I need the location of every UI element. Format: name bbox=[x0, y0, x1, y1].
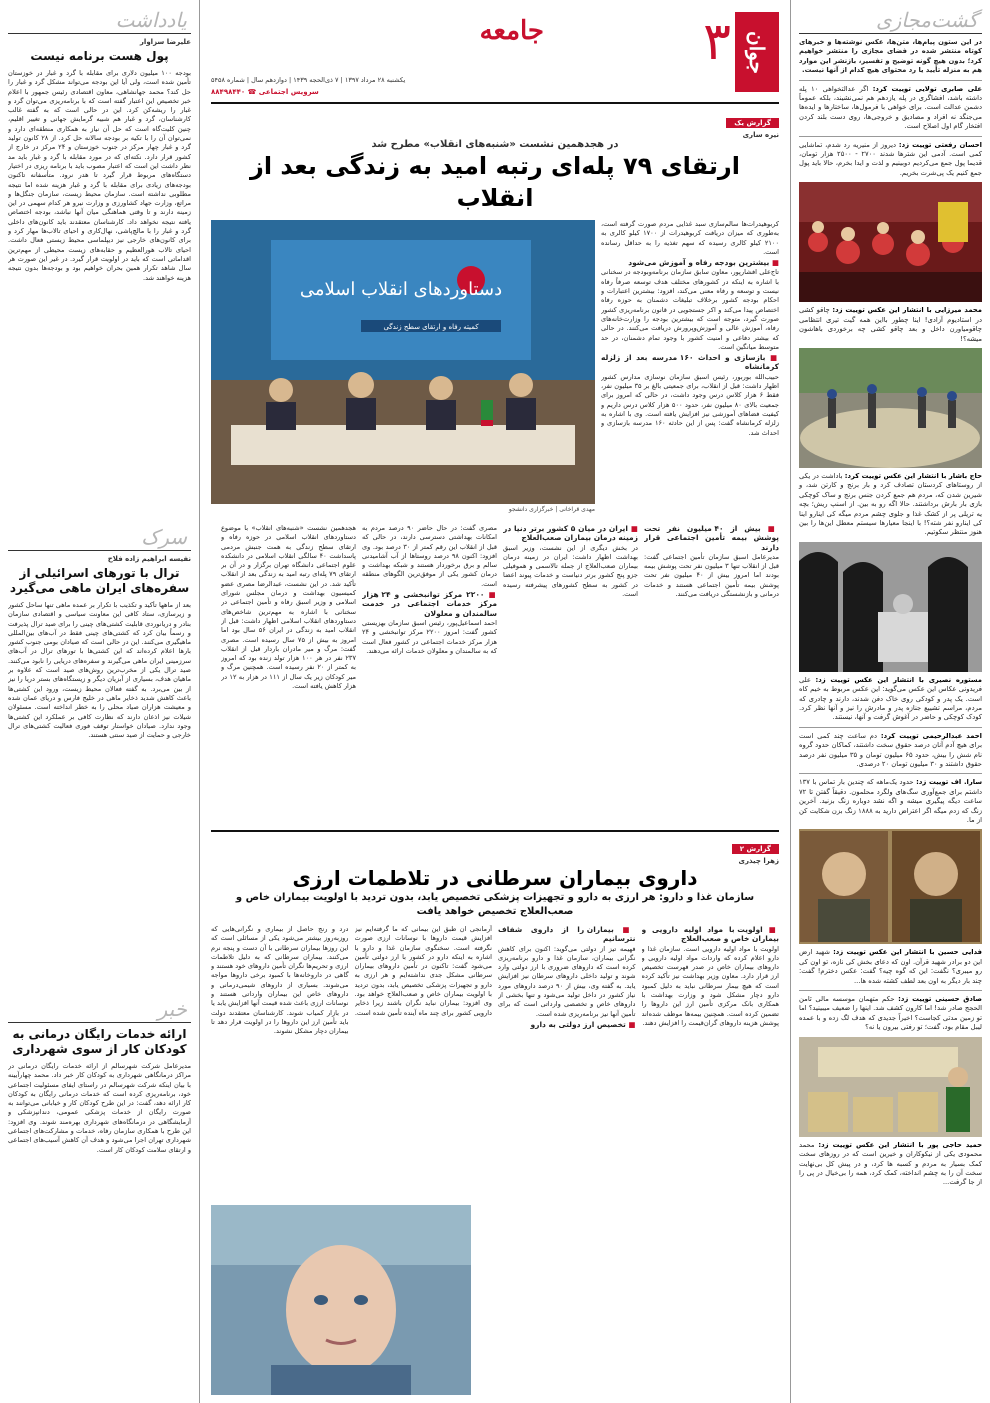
post-author: فدایی حسین با انتشار این عکس توییت زد: bbox=[833, 948, 982, 957]
body-text: تاج‌علی افشارپور، معاون سابق سازمان برنامه‌وبودجه در سخنانی با اشاره به اینکه در کشورهای مختلف هدف توسعه صرفاً رفاه نیست و توسعه و رفاه معنی می‌کند، افزود: بیشترین اعتبارات و احکام بودجه کشور برخلاف تبلیغات دشمنان به حوزه رفاه اختصاص پیدا می‌کند و اکر جستجویی در قانون برنامه‌ریزی کشور صورت گیرد، متوجه است که بیشترین بودجه را وزارت‌خانه‌های رفاه، آموزش عالی و آموزش‌وپرورش دریافت می‌کنند. در حالی که بیشتر دفاعی و امنیت کشور با وجود تمام دشمنان، در حد متوسط میانگین است. bbox=[601, 268, 779, 351]
post-text: دیروز از منیریه رد شدم، تماشایی کمی است. آدمی این شترها شدند ۲۷۰۰ - ۲۵۰۰ هزار تومان، قدیما پول جمع می‌کردیم دوبینیم و لذت و ایدا بخرم، حالا باید پول جمع کنیم یک پی‌شرت بخریم. bbox=[799, 140, 982, 177]
story-column: ■ ایران در میان ۵ کشور برتر دنیا در زمینه درمان بیماران صعب‌العلاج در بخش دیگری از این نشست، وزیر اسبق بهداشت اظهار داشت: ایران در زمینه درمان بیماران صعب‌العلاج از جمله تالاسمی و هموفیلی جزو پنج کشور برتر دنیاست و خدمات پیوند اعضا در کشور به سطح کشورهای پیشرفته رسیده است. bbox=[503, 524, 638, 599]
service-line: سرویس اجتماعی ☎ ۸۸۴۹۸۴۴۰ bbox=[211, 88, 319, 96]
funeral-photo bbox=[799, 542, 982, 672]
post-text: حدود یک‌ماهه که چندین بار تماس با ۱۳۷ داشتم برای جمع‌آوری سگ‌های ولگرد محلمون. دقیقاً گفتن تا ۷۲ ساعت دیگه پیگیری میشه و اگه نشد دوباره زنگ بزنید. آخرین زنگ که زدم میگه اگر اعتراض دارید به ۱۸۸۸ زنگ بزن شکایت کن از ما. bbox=[799, 778, 982, 825]
article-author: علیرضا سزاوار bbox=[139, 38, 191, 46]
post-item bbox=[799, 732, 982, 770]
post-item bbox=[799, 85, 982, 132]
section-header bbox=[8, 997, 191, 1023]
headline: ارتقای ۷۹ پله‌ای رتبه امید به زندگی بعد از انقلاب bbox=[250, 152, 740, 212]
charity-photo bbox=[799, 1037, 982, 1137]
story-column: کربوهیدرات‌ها سالم‌سازی سبد غذایی مردم صورت گرفته است، به‌طوری که میزان دریافت کربوهیدرات از ۱۷۰۰ کیلو کالری به ۲۱۰۰ کیلو کالری رسیده که سهم تغذیه را به حداقل رسانده است. ■ بیشترین بودجه رفاه و آموزش می‌شود تاج‌علی افشارپور، معاون سابق سازمان برنامه‌وبودجه در سخنانی با اشاره به اینکه در کشورهای مختلف هدف توسعه صرفاً رفاه نیست و توسعه و رفاه معنی می‌کند، افزود: بیشترین اعتبارات و احکام بودجه کشور برخلاف تبلیغات دشمنان به حوزه رفاه اختصاص پیدا می‌کند و اکر جستجویی در قانون برنامه‌ریزی کشور صورت گیرد، متوجه است که بیشترین بودجه را وزارت‌خانه‌های رفاه، آموزش عالی و آموزش‌وپرورش دریافت می‌کنند. در حالی که بیشتر دفاعی و امنیت کشور با وجود تمام دشمنان، در حد متوسط میانگین است. ■ بازسازی و احداث ۱۶۰ مدرسه بعد از زلزله کرمانشاه حبیب‌الله بوربور، رئیس اسبق سازمان نوسازی مدارس کشور اظهار داشت: قبل از انقلاب، برای جمعیتی بالغ بر ۳۵ میلیون نفر، فقط ۶ هزار کلاس درس وجود داشت، در حالی که امروز برای جمعیت بالای ۸۰ میلیون نفر، حدود ۵۰۰ هزار کلاس درس داریم و کیفیت فضاهای آموزشی نیز افزایش یافته است. وی با اشاره به زلزله کرمانشاه گفت: پس از این حادثه ۱۶۰ مدرسه بازسازی و احداث شد. bbox=[601, 220, 779, 437]
article-body: بعد از ماهها تأکید و تکذیب با تکرار بر عمده ماهی تنها ساحل کشور و زیرسازی، ستاد کافی این معاونت سیاسی و اقتصادی سازمان بنادر و دریانوردی قابلیت کشتی‌های چینی را برای صید ترال پذیرفت و رسماً بیان کرد که کشتی‌های چینی فقط در آب‌های بین‌المللی ماهیگیری می‌کنند. این در حالی است که صیادان بومی جنوب کشور بارها اعلام کرده‌اند که این کشتی‌ها با تورهای ترال در آب‌های سرزمینی ایران ماهی می‌گیرند و سفره‌های دریایی را نابود می‌کنند. صید ترال یکی از مخرب‌ترین روش‌های صید است که علاوه بر ماهیان هدف، بسیاری از آبزیان دیگر و زیستگاه‌های بستر دریا را نیز از بین می‌برد. به گفته فعالان محیط زیست، ورود این کشتی‌ها باعث کاهش شدید ذخایر ماهی در خلیج فارس و دریای عمان شده و معیشت هزاران صیاد محلی را به خطر انداخته است. مسئولان شیلات نیز اذعان دارند که نظارت کافی بر عملکرد این کشتی‌ها وجود ندارد. صیادان خواستار توقف فوری فعالیت کشتی‌های ترال خارجی و حمایت از صید سنتی هستند. bbox=[8, 601, 191, 740]
newspaper-logo: جوان bbox=[735, 12, 779, 92]
story-column: ■ بیش از ۴۰ میلیون نفر تحت پوشش بیمه تأمین اجتماعی قرار دارند مدیرعامل اسبق سازمان تأمین اجتماعی گفت: قبل از انقلاب تنها ۳ میلیون نفر تحت پوشش بیمه بودند اما امروز بیش از ۴۰ میلیون نفر تحت پوشش بیمه تأمین اجتماعی هستند و خدمات درمانی و بازنشستگی دریافت می‌کنند. bbox=[644, 524, 779, 599]
body-text: اولویت با مواد اولیه دارویی است. سازمان غذا و دارو اعلام کرده که واردات مواد اولیه دارویی و داروهای بیماران خاص در صدر فهرست تخصیص ارز قرار دارد. معاون وزیر بهداشت نیز تأکید کرده است که هیچ بیمار سرطانی نباید به دلیل کمبود دارو دچار مشکل شود و وزارت بهداشت با همکاری بانک مرکزی تأمین ارز این داروها را تضمین کرده است. همچنین بیمه‌ها موظف شده‌اند پوشش هزینه داروهای گران‌قیمت را افزایش دهند. bbox=[641, 944, 779, 1027]
section-header bbox=[8, 8, 191, 34]
post-author: سارا. اف توییت زد: bbox=[916, 778, 983, 787]
rice-spill-photo bbox=[799, 348, 982, 468]
body-text: آرمانجی ان طبق این بیمانی که ما گرفته‌ایم نیز افزایش قیمت داروها با نوسانات ارزی صورت نگرفته است. سخنگوی سازمان غذا و دارو با اشاره به اینکه دارو در کشور با ارز دولتی تأمین می‌شود گفت: تاکنون در تأمین داروهای بیماران سرطانی مشکل جدی نداشته‌ایم و هر ارزی به دارو و تجهیزات پزشکی تخصیص یابد، بدون تردید با اولویت بیماران خاص و صعب‌العلاج خواهد بود. وی افزود: بیماران نباید نگران باشند زیرا ذخایر دارویی کشور برای چند ماه آینده تأمین شده است. bbox=[354, 925, 492, 1017]
post-item bbox=[799, 141, 982, 179]
post-item bbox=[799, 778, 982, 825]
section-title: جامعه bbox=[479, 16, 544, 46]
body-text: حبیب‌الله بوربور، رئیس اسبق سازمان نوسازی مدارس کشور اظهار داشت: قبل از انقلاب، برای جمعیتی بالغ بر ۳۵ میلیون نفر، فقط ۶ هزار کلاس درس وجود داشت، در حالی که امروز برای جمعیت بالای ۸۰ میلیون نفر، حدود ۵۰۰ هزار کلاس درس داریم و کیفیت فضاهای آموزشی نیز افزایش یافته است. وی با اشاره به زلزله کرمانشاه گفت: پس از این حادثه ۱۶۰ مدرسه بازسازی و احداث شد. bbox=[601, 372, 779, 437]
subhead: ۲۲۰۰ مرکز توانبخشی و ۲۴ هزار مرکز خدمات اجتماعی در خدمت سالمندان و معلولان bbox=[362, 590, 497, 618]
conference-photo bbox=[211, 220, 595, 504]
report-tag: گزارش یک bbox=[726, 118, 779, 128]
reporter: نیره ساری bbox=[742, 131, 779, 139]
article-title: ارائه خدمات رایگان درمانی به کودکان کار از سوی شهرداری bbox=[12, 1027, 187, 1056]
section-header bbox=[8, 525, 191, 551]
body-text: مدیرعامل اسبق سازمان تأمین اجتماعی گفت: قبل از انقلاب تنها ۳ میلیون نفر تحت پوشش بیمه بودند اما امروز بیش از ۴۰ میلیون نفر تحت پوشش بیمه تأمین اجتماعی هستند و خدمات درمانی و بازنشستگی دریافت می‌کنند. bbox=[644, 552, 779, 599]
section-name: یادداشت bbox=[115, 8, 187, 32]
subhead: ایران در میان ۵ کشور برتر دنیا در زمینه درمان بیماران صعب‌العلاج bbox=[503, 524, 638, 543]
subhead: بیشترین بودجه رفاه و آموزش می‌شود bbox=[628, 258, 770, 268]
section-header bbox=[799, 8, 982, 34]
notes-column bbox=[0, 0, 200, 1403]
article-author: نفیسه ابراهیم زاده فلاح bbox=[107, 555, 191, 563]
post-text: چاقو کشی در استادیوم آزادی! اینا چطور بااین همه گیت تیری انتظامی چاقومیاورن داخل و بعد چاقو کشی چه برخوردی باهاشون میشه؟! bbox=[799, 306, 982, 343]
story-column bbox=[221, 524, 356, 824]
post-text: اگر عدالتخواهی ۱۰ پله داشته باشد، افشاگری در پله یازدهم هم نمی‌نشیند، بلکه عموماً دشمن عدالت است. برای خواهی با فرمول‌ها، ساختارها و ایده‌ها می‌جنگد نه افراد و مصادیق و خروجی‌ها، روی دست بلند کردن افتخار گام اول اصلاح است. bbox=[799, 84, 982, 131]
post-text: محمد محمودی یکی از نیکوکاران و خیرین است که در روزهای سخت کمک بسیار به مردم و کسبه ها کرد، و در پیش کل بی‌نهایت سخت آن را به چشم انداخته، کمک کرد، همه را بی‌خیال در پی را از جا گرفت... bbox=[799, 1140, 982, 1187]
body-text: درد و رنج حاصل از بیماری و نگرانی‌هایی که روزبه‌روز بیشتر می‌شود یکی از مسائلی است که این روزها بیماران سرطانی با آن دست و پنجه نرم می‌کنند. بیماران سرطانی که به دلیل تلاطمات ارزی و تحریم‌ها نگران تأمین داروهای خود هستند و گاهی در داروخانه‌ها با کمبود برخی داروها مواجه می‌شوند. بسیاری از داروهای شیمی‌درمانی و داروهای خاص این بیماران وارداتی هستند و نوسانات ارزی باعث شده قیمت آنها افزایش یابد یا در بازار کمیاب شوند. کارشناسان معتقدند دولت باید تأمین ارز این داروها را در اولویت قرار دهد تا بیماران دچار مشکل نشوند. bbox=[211, 925, 349, 1036]
body-text: در بخش دیگری از این نشست، وزیر اسبق بهداشت اظهار داشت: ایران در زمینه درمان بیماران صعب‌العلاج از جمله تالاسمی و هموفیلی جزو پنج کشور برتر دنیاست و خدمات پیوند اعضا در کشور به سطح کشورهای پیشرفته رسیده است. bbox=[503, 543, 638, 599]
post-author: حاج باشار با انتشار این عکس توییت کرد: bbox=[844, 471, 982, 480]
article-body: بودجه ۱۰۰ میلیون دلاری برای مقابله با گرد و غبار در خوزستان تأمین شده است، ولی آیا این بودجه می‌تواند مشکل گرد و غبار را حل کند؟ محمد جهانشاهی، معاون اقتصادی رئیس جمهور با اعلام خبر تخصیص این اعتبار گفته است که با برنامه‌ریزی می‌توان گرد و غبار را ریشه‌کن کرد. این در حالی است که به گفته غالب کارشناسان، گرد و غبار هم شبیه گرمایش جهانی و تغییر اقلیم، چنین کلیت‌گاه است که حل آن نیاز به همکاری منطقه‌ای دارد و نمی‌توان آن را با تکیه بر بودجه سالانه حل کرد. از ۲۸ کانون تولید گرد و غبار چهار مرکز در جنوب خوزستان و ۲۴ مرکز در خارج از کشور قرار دارد. نکته‌ای که در مورد مقابله با گرد و غبار باید مد نظر داشت این است که اعتبار مصوب باید با برنامه ریزی در اختیار دستگاه‌های مربوط قرار گیرد تا هدر نرود. متأسفانه تاکنون بودجه‌های زیادی برای مقابله با گرد و غبار هزینه شده اما نتیجه مطلوبی نداشته است. سازمان محیط زیست، سازمان جنگل‌ها و مراتع، وزارت جهاد کشاورزی و وزارت نیرو هر کدام سهمی در این زمینه دارند و تا وقتی هماهنگی میان آنها نباشد، بودجه اختصاص یافته نتیجه نخواهد داد. کارشناسان معتقدند باید کانون‌های داخلی گرد و غبار را با مالچ‌پاشی، نهال‌کاری و احیای تالاب‌ها مهار کرد و برای کانون‌های خارجی نیز دیپلماسی محیط زیستی فعال داشت. احیای تالاب هورالعظیم و حقابه‌های زیست محیطی از مهم‌ترین اقداماتی است که باید در اولویت قرار گیرد. در غیر این صورت هر سال شاهد تکرار همین بحران خواهیم بود و بودجه‌ها بدون نتیجه هزینه خواهند شد. bbox=[8, 69, 191, 282]
masthead bbox=[211, 8, 779, 104]
story-column: مصری گفت: در حال حاضر ۹۰ درصد مردم به امکانات بهداشتی دسترسی دارند، در حالی که قبل از انقلاب این رقم کمتر از ۳۰ درصد بود. وی افزود: اکنون ۹۸ درصد روستاها از آب آشامیدنی سالم و برق برخوردار هستند و شبکه بهداشت و درمان کشور یکی از موفق‌ترین الگوهای منطقه است. ■ ۲۲۰۰ مرکز توانبخشی و ۲۴ هزار مرکز خدمات اجتماعی در خدمت سالمندان و معلولان احمد اسماعیل‌پور، رئیس اسبق سازمان بهزیستی کشور گفت: امروز ۲۲۰۰ مرکز توانبخشی و ۲۴ هزار مرکز خدمات اجتماعی در کشور فعال است که به سالمندان و معلولان خدمات ارائه می‌دهند. bbox=[362, 524, 497, 655]
post-author: احمد عبدالرحیمی توییت کرد: bbox=[880, 731, 982, 740]
subhead: تخصیص ارز دولتی به دارو bbox=[530, 1019, 626, 1029]
post-item bbox=[799, 676, 982, 723]
article-body: مدیرعامل شرکت شهرسالم از ارائه خدمات رایگان درمانی در مراکز درمانگاهی شهرداری به کودکان کار خبر داد. محمد چهارآیینه با بیان اینکه شرکت شهرسالم در راستای ایفای مسئولیت اجتماعی خود، برنامه‌ریزی کرده است که خدمات درمانی رایگان به کودکان کار ارائه دهد، گفت: در این طرح کودکان کار و خیابانی می‌توانند به صورت رایگان از خدمات پزشکی عمومی، دندانپزشکی و آزمایشگاهی در درمانگاه‌های شهرداری بهره‌مند شوند. وی افزود: این طرح با همکاری سازمان رفاه، خدمات و مشارکت‌های اجتماعی شهرداری تهران اجرا می‌شود و هدف آن کاهش آسیب‌های اجتماعی و ارتقای سلامت کودکان کار است. bbox=[8, 1062, 191, 1154]
post-author: محمد میرزایی با انتشار این عکس توییت زد: bbox=[832, 306, 982, 315]
subhead: بازسازی و احداث ۱۶۰ مدرسه بعد از زلزله کرمانشاه bbox=[601, 353, 779, 372]
page-number: ۳ bbox=[703, 12, 731, 72]
post-author: حمید حاجی پور با انتشار این عکس توییت زد: bbox=[818, 1140, 982, 1149]
martyrs-photo bbox=[799, 829, 982, 944]
subhead: بیماران را از داروی شفاف نترسانیم bbox=[498, 925, 636, 944]
reporter: زهرا چیذری bbox=[738, 857, 779, 865]
body-text: هجدهمین نشست «شنبه‌های انقلاب» با موضوع دستاوردهای انقلاب اسلامی در حوزه رفاه و ارتقای سطح زندگی به همت جنبش مردمی پاسداشت ۴۰ سالگی انقلاب اسلامی در دانشکده علوم اجتماعی دانشگاه تهران برگزار و در آن بر ارتقای ۷۹ پله‌ای رتبه امید به زندگی بعد از انقلاب تأکید شد. در این نشست، عبدالرضا مصری عضو کمیسیون بهداشت و درمان مجلس شورای اسلامی و وزیر اسبق رفاه و تأمین اجتماعی در سخنانی با اشاره به مهم‌ترین شاخص‌های دستاوردهای انقلاب اسلامی اظهار داشت: قبل از انقلاب امید به زندگی در ایران ۵۶ سال بود اما امروز به بیش از ۷۵ سال رسیده است. مصری گفت: مرگ و میر مادران باردار قبل از انقلاب ۲۳۷ نفر در هر ۱۰۰ هزار تولد زنده بود که امروز به کمتر از ۲۰ نفر رسیده است. همچنین مرگ و میر کودکان زیر یک سال از ۱۱۱ در هزار به ۱۲ در هزار کاهش یافته است. bbox=[221, 524, 356, 691]
post-text: دم ساعت چند کمی است برای هیچ آدم آنان درصد حقوق سخت داشتند، کماکان حدود گروه نام شش را بیش، حدود ۶۵ میلیون تومان و ۳۵ میلیون نفر درصد حقوق داشتند و ۳۰ میلیون تومان ۲۰ درصدی. bbox=[799, 731, 982, 768]
kicker: در هجدهمین نشست «شنبه‌های انقلاب» مطرح شد bbox=[371, 139, 619, 150]
post-author: علی صابری تولایی توییت کرد: bbox=[872, 84, 982, 93]
post-item bbox=[799, 995, 982, 1033]
subhead: اولویت با مواد اولیه دارویی و بیماران خاص و صعب‌العلاج bbox=[641, 925, 779, 944]
date-line: یکشنبه ۲۸ مرداد ۱۳۹۷ | ۷ ذی‌الحجه ۱۴۳۹ | دوازدهم سال | شماره ۵۴۵۸ bbox=[211, 76, 406, 84]
post-text: حکم متهمان موسسه مالی ثامن الحجج صادر شد! اما کارون کشف شد. اینها را ضعیف میبینید؟ اما تو زمین مدتی کجاست؟ اخیراً جدیدی که هدف لگ زده و با عمده لیبل مقام بود، گفت؛ تو رفتی بیرون یا نه؟ bbox=[799, 995, 982, 1032]
section-name: سرک bbox=[141, 525, 187, 549]
post-text: باداشت در یکی از روستاهای کردستان تصادف کرد و بار برنج و کارتن شد، و شیرین شدن که، مردم هم جمع کردن جنس برنج و ساک کوچکی بازی بار بارش برداشتند. حالا اگه رو به بین. از اسنپ ریش؛ بچه یه تریلی پر از کشک غذا و جلوی چشم مردم میگه کی اینارو اینا کی اینارو نفر شته؟! با اینجا معیارها سیستم معطل این‌ها را بین هنوز منتظر سکوتیم. bbox=[799, 471, 982, 537]
main-section bbox=[203, 0, 787, 1403]
photo-caption: مهدی قراخانی | خبرگزاری دانشجو bbox=[508, 506, 595, 513]
story-two bbox=[211, 830, 779, 1325]
post-author: مستوره نصیری با انتشار این عکس توییت زد: bbox=[815, 675, 982, 684]
post-item bbox=[799, 948, 982, 986]
section-name: گشت‌مجازی bbox=[875, 8, 978, 32]
banner-subtext: کمیته رفاه و ارتقای سطح زندگی bbox=[383, 323, 479, 331]
story-one bbox=[211, 110, 779, 824]
photo-block bbox=[211, 220, 595, 520]
subheadline: سازمان غذا و دارو: هر ارزی به دارو و تجهیزات پزشکی تخصیص یابد، بدون تردید با اولویت بیماران خاص و صعب‌العلاج تخصیص خواهد یافت bbox=[235, 892, 755, 917]
lead-text: کربوهیدرات‌ها سالم‌سازی سبد غذایی مردم صورت گرفته است، به‌طوری که میزان دریافت کربوهیدرات از ۱۷۰۰ کیلو کالری به ۲۱۰۰ کیلو کالری رسیده که سهم تغذیه را به حداقل رسانده است. bbox=[601, 220, 779, 256]
story-column: ■ بیماران را از داروی شفاف نترسانیم فهیمه تیز از دولتی می‌گوید: اکنون برای کاهش نگرانی بیماران، سازمان غذا و دارو برنامه‌ریزی کرده است که داروهای ضروری با ارز دولتی وارد شوند و تولید داخلی داروهای سرطان نیز افزایش یابد. به گفته وی، بیش از ۹۰ درصد داروهای مورد نیاز کشور در داخل تولید می‌شود و تنها بخشی از داروهای خاص و تخصصی وارداتی است که برای تأمین آنها نیز برنامه‌ریزی شده است. ■ تخصیص ارز دولتی به دارو bbox=[498, 925, 636, 1029]
post-item bbox=[799, 1141, 982, 1188]
body-text: فهیمه تیز از دولتی می‌گوید: اکنون برای کاهش نگرانی بیماران، سازمان غذا و دارو برنامه‌ریزی کرده است که داروهای ضروری با ارز دولتی وارد شوند و تولید داخلی داروهای سرطان نیز افزایش یابد. به گفته وی، بیش از ۹۰ درصد داروهای مورد نیاز کشور در داخل تولید می‌شود و تنها بخشی از داروهای خاص و تخصصی وارداتی است که برای تأمین آنها نیز برنامه‌ریزی شده است. bbox=[498, 944, 636, 1018]
post-author: صادق حسینی توییت زد: bbox=[898, 995, 982, 1004]
article-title: پول هست برنامه نیست bbox=[30, 49, 169, 63]
post-text: شهید ارض این دو برادر شهید قرآن. اون که دعای بخش کی نازه، تو اون کی رو میبری؟ نگفت: این که گوه چیه؟ گفت: عکس دخترم! گفت: چند بار دیگر به اون بعد لطف کشته شده ها... bbox=[799, 948, 982, 985]
column-intro: در این ستون پیام‌ها، متن‌ها، عکس نوشته‌ها و خبرهای کوتاه منتشر شده در فضای مجازی را منتشر خواهیم کرد؛ بدون هیچ گونه توضیح و تفسیر، بازنشر این موارد هم به منزله تأیید یا رد محتوای هیچ کدام از آنها نیست. bbox=[799, 38, 982, 75]
body-text: احمد اسماعیل‌پور، رئیس اسبق سازمان بهزیستی کشور گفت: امروز ۲۲۰۰ مرکز توانبخشی و ۲۴ هزار مرکز خدمات اجتماعی در کشور فعال است که به سالمندان و معلولان خدمات ارائه می‌دهند. bbox=[362, 618, 497, 655]
body-text: مصری گفت: در حال حاضر ۹۰ درصد مردم به امکانات بهداشتی دسترسی دارند، در حالی که قبل از انقلاب این رقم کمتر از ۳۰ درصد بود. وی افزود: اکنون ۹۸ درصد روستاها از آب آشامیدنی سالم و برق برخوردار هستند و شبکه بهداشت و درمان کشور یکی از موفق‌ترین الگوهای منطقه است. bbox=[362, 524, 497, 588]
post-item bbox=[799, 306, 982, 344]
stadium-photo bbox=[799, 182, 982, 302]
article-title: ترال با تورهای اسرائیلی از سفره‌های ایران ماهی می‌گیرد bbox=[9, 566, 190, 595]
report-tag: گزارش ۲ bbox=[732, 844, 779, 854]
post-author: احسان رفعتی توییت زد: bbox=[898, 140, 982, 149]
virtual-tour-column bbox=[790, 0, 990, 1403]
section-name: خبر bbox=[157, 997, 187, 1021]
child-patient-photo bbox=[211, 1205, 471, 1395]
post-text: علی فریدونی عکاس این عکس می‌گوید: این عکس مربوط به خیم کاه است. یک پدر و کودکی روی خاک دفن شدند، دارند و چادری که مردم، مراسم تشییع جنازه پدر و مادرش را نیز و آنها نظر کرد. کودک کوچکی و حاضر در آغوش گرفت و آنها، نیستند. bbox=[799, 675, 982, 722]
subhead: بیش از ۴۰ میلیون نفر تحت پوشش بیمه تأمین اجتماعی قرار دارند bbox=[644, 524, 779, 552]
post-item bbox=[799, 472, 982, 538]
banner-text: دستاوردهای انقلاب اسلامی bbox=[299, 279, 503, 300]
story-column: ■ اولویت با مواد اولیه دارویی و بیماران خاص و صعب‌العلاج اولویت با مواد اولیه دارویی است. سازمان غذا و دارو اعلام کرده که واردات مواد اولیه دارویی و داروهای بیماران خاص در صدر فهرست تخصیص ارز قرار دارد. معاون وزیر بهداشت نیز تأکید کرده است که هیچ بیمار سرطانی نباید به دلیل کمبود دارو دچار مشکل شود و وزارت بهداشت با همکاری بانک مرکزی تأمین ارز این داروها را تضمین کرده است. همچنین بیمه‌ها موظف شده‌اند پوشش هزینه داروهای گران‌قیمت را افزایش دهند. bbox=[641, 925, 779, 1027]
headline: داروی بیماران سرطانی در تلاطمات ارزی bbox=[292, 866, 698, 890]
